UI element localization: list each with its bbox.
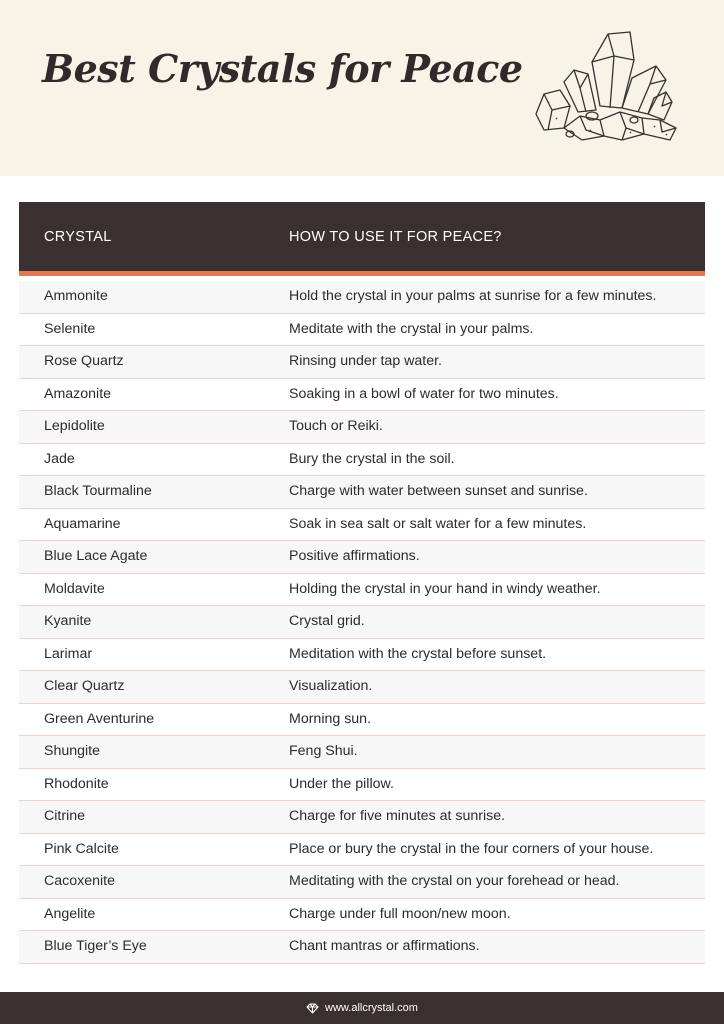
table-body bbox=[19, 276, 705, 964]
crystal-name: Ammonite bbox=[44, 288, 108, 304]
crystal-name: Cacoxenite bbox=[44, 873, 115, 889]
crystal-name: Pink Calcite bbox=[44, 840, 119, 857]
crystal-usage: Visualization. bbox=[289, 678, 373, 694]
crystal-usage: Soaking in a bowl of water for two minutes. bbox=[289, 385, 559, 402]
crystal-name: Black Tourmaline bbox=[44, 483, 152, 499]
crystal-usage: Charge with water between sunset and sunrise. bbox=[289, 483, 588, 499]
crystal-name: Lepidolite bbox=[44, 418, 105, 434]
table-header bbox=[19, 202, 705, 276]
table-row bbox=[19, 639, 705, 672]
table-row bbox=[19, 899, 705, 932]
crystal-name: Moldavite bbox=[44, 580, 105, 597]
crystal-usage: Rinsing under tap water. bbox=[289, 353, 442, 369]
column-header-crystal: CRYSTAL bbox=[44, 229, 112, 245]
crystal-usage: Bury the crystal in the soil. bbox=[289, 450, 455, 467]
table-row bbox=[19, 281, 705, 314]
crystal-name: Blue Tiger’s Eye bbox=[44, 938, 147, 954]
table-row bbox=[19, 574, 705, 607]
table-row bbox=[19, 509, 705, 542]
header-banner bbox=[0, 0, 724, 176]
crystal-name: Shungite bbox=[44, 743, 101, 759]
table-row bbox=[19, 834, 705, 867]
crystal-usage: Charge for five minutes at sunrise. bbox=[289, 808, 506, 824]
crystal-usage: Morning sun. bbox=[289, 710, 372, 727]
crystal-usage: Charge under full moon/new moon. bbox=[289, 905, 511, 922]
crystal-name: Aquamarine bbox=[44, 515, 121, 532]
crystal-name: Rose Quartz bbox=[44, 353, 124, 369]
table-row bbox=[19, 671, 705, 704]
table-row bbox=[19, 704, 705, 737]
table-row bbox=[19, 606, 705, 639]
crystal-usage: Under the pillow. bbox=[289, 775, 394, 792]
table-row bbox=[19, 769, 705, 802]
crystal-usage: Meditate with the crystal in your palms. bbox=[289, 320, 534, 337]
crystal-name: Amazonite bbox=[44, 385, 112, 402]
crystal-usage: Feng Shui. bbox=[289, 743, 358, 759]
table-row bbox=[19, 411, 705, 444]
crystal-name: Larimar bbox=[44, 645, 93, 662]
crystals-table bbox=[19, 202, 705, 964]
table-row bbox=[19, 801, 705, 834]
crystal-name: Kyanite bbox=[44, 613, 92, 629]
crystal-usage: Crystal grid. bbox=[289, 613, 365, 629]
crystal-usage: Soak in sea salt or salt water for a few minutes. bbox=[289, 515, 587, 532]
crystal-name: Rhodonite bbox=[44, 775, 109, 792]
table-row bbox=[19, 476, 705, 509]
footer-bar bbox=[0, 992, 724, 1024]
column-header-usage: HOW TO USE IT FOR PEACE? bbox=[289, 229, 502, 245]
table-row bbox=[19, 314, 705, 347]
crystal-usage: Meditating with the crystal on your forehead or head. bbox=[289, 873, 620, 889]
table-row bbox=[19, 736, 705, 769]
crystal-name: Selenite bbox=[44, 320, 96, 337]
crystal-usage: Touch or Reiki. bbox=[289, 418, 383, 434]
page-title: Best Crystals for Peace bbox=[42, 46, 523, 91]
crystal-cluster-icon bbox=[530, 26, 680, 144]
allcrystal-logo-icon bbox=[306, 1003, 319, 1014]
crystal-usage: Hold the crystal in your palms at sunrise for a few minutes. bbox=[289, 288, 657, 304]
crystal-name: Jade bbox=[44, 450, 75, 467]
crystal-name: Clear Quartz bbox=[44, 678, 125, 694]
site-url: www.allcrystal.com bbox=[325, 1002, 418, 1014]
crystal-usage: Place or bury the crystal in the four corners of your house. bbox=[289, 840, 654, 857]
crystal-usage: Holding the crystal in your hand in windy weather. bbox=[289, 580, 601, 597]
table-row bbox=[19, 866, 705, 899]
crystal-name: Green Aventurine bbox=[44, 710, 155, 727]
table-row bbox=[19, 346, 705, 379]
table-row bbox=[19, 379, 705, 412]
crystal-name: Citrine bbox=[44, 808, 85, 824]
table-row bbox=[19, 931, 705, 964]
crystal-name: Angelite bbox=[44, 905, 96, 922]
crystal-usage: Chant mantras or affirmations. bbox=[289, 938, 480, 954]
crystal-name: Blue Lace Agate bbox=[44, 548, 148, 564]
crystal-usage: Positive affirmations. bbox=[289, 548, 420, 564]
table-row bbox=[19, 444, 705, 477]
table-row bbox=[19, 541, 705, 574]
crystal-usage: Meditation with the crystal before sunset. bbox=[289, 645, 547, 662]
